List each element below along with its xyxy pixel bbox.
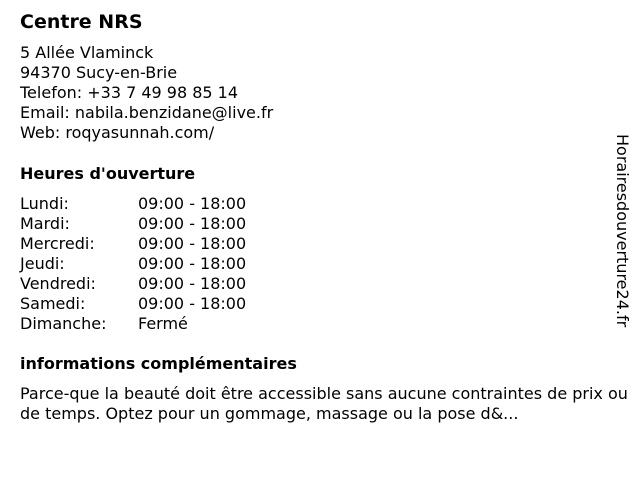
- additional-info-text: Parce-que la beauté doit être accessible sans aucune contraintes de prix ou de temps. Optez pour un gommage, massage ou la pose d&...: [20, 384, 628, 423]
- time-value: 09:00 - 18:00: [138, 234, 247, 253]
- hours-row-wednesday: [20, 234, 320, 254]
- opening-hours-list: [20, 194, 320, 334]
- additional-info-heading: informations complémentaires: [20, 354, 297, 373]
- time-value: 09:00 - 18:00: [138, 254, 247, 273]
- hours-row-tuesday: [20, 214, 320, 234]
- hours-row-saturday: [20, 294, 320, 314]
- day-label: Lundi:: [20, 194, 69, 213]
- website: Web: roqyasunnah.com/: [20, 123, 215, 142]
- address-city: 94370 Sucy-en-Brie: [20, 63, 178, 82]
- day-label: Vendredi:: [20, 274, 96, 293]
- hours-row-sunday: [20, 314, 320, 334]
- time-value: Fermé: [138, 314, 188, 333]
- time-value: 09:00 - 18:00: [138, 294, 247, 313]
- time-value: 09:00 - 18:00: [138, 194, 247, 213]
- business-name: Centre NRS: [20, 11, 143, 33]
- contact-block: [20, 43, 273, 143]
- hours-row-thursday: [20, 254, 320, 274]
- day-label: Jeudi:: [20, 254, 65, 273]
- time-value: 09:00 - 18:00: [138, 274, 247, 293]
- hours-row-monday: [20, 194, 320, 214]
- day-label: Dimanche:: [20, 314, 107, 333]
- hours-row-friday: [20, 274, 320, 294]
- day-label: Mardi:: [20, 214, 70, 233]
- day-label: Mercredi:: [20, 234, 95, 253]
- opening-hours-heading: Heures d'ouverture: [20, 164, 196, 183]
- phone-number: Telefon: +33 7 49 98 85 14: [20, 83, 239, 102]
- email-address: Email: nabila.benzidane@live.fr: [20, 103, 274, 122]
- site-watermark: Horairesdouverture24.fr: [613, 134, 632, 328]
- address-street: 5 Allée Vlaminck: [20, 43, 154, 62]
- time-value: 09:00 - 18:00: [138, 214, 247, 233]
- day-label: Samedi:: [20, 294, 86, 313]
